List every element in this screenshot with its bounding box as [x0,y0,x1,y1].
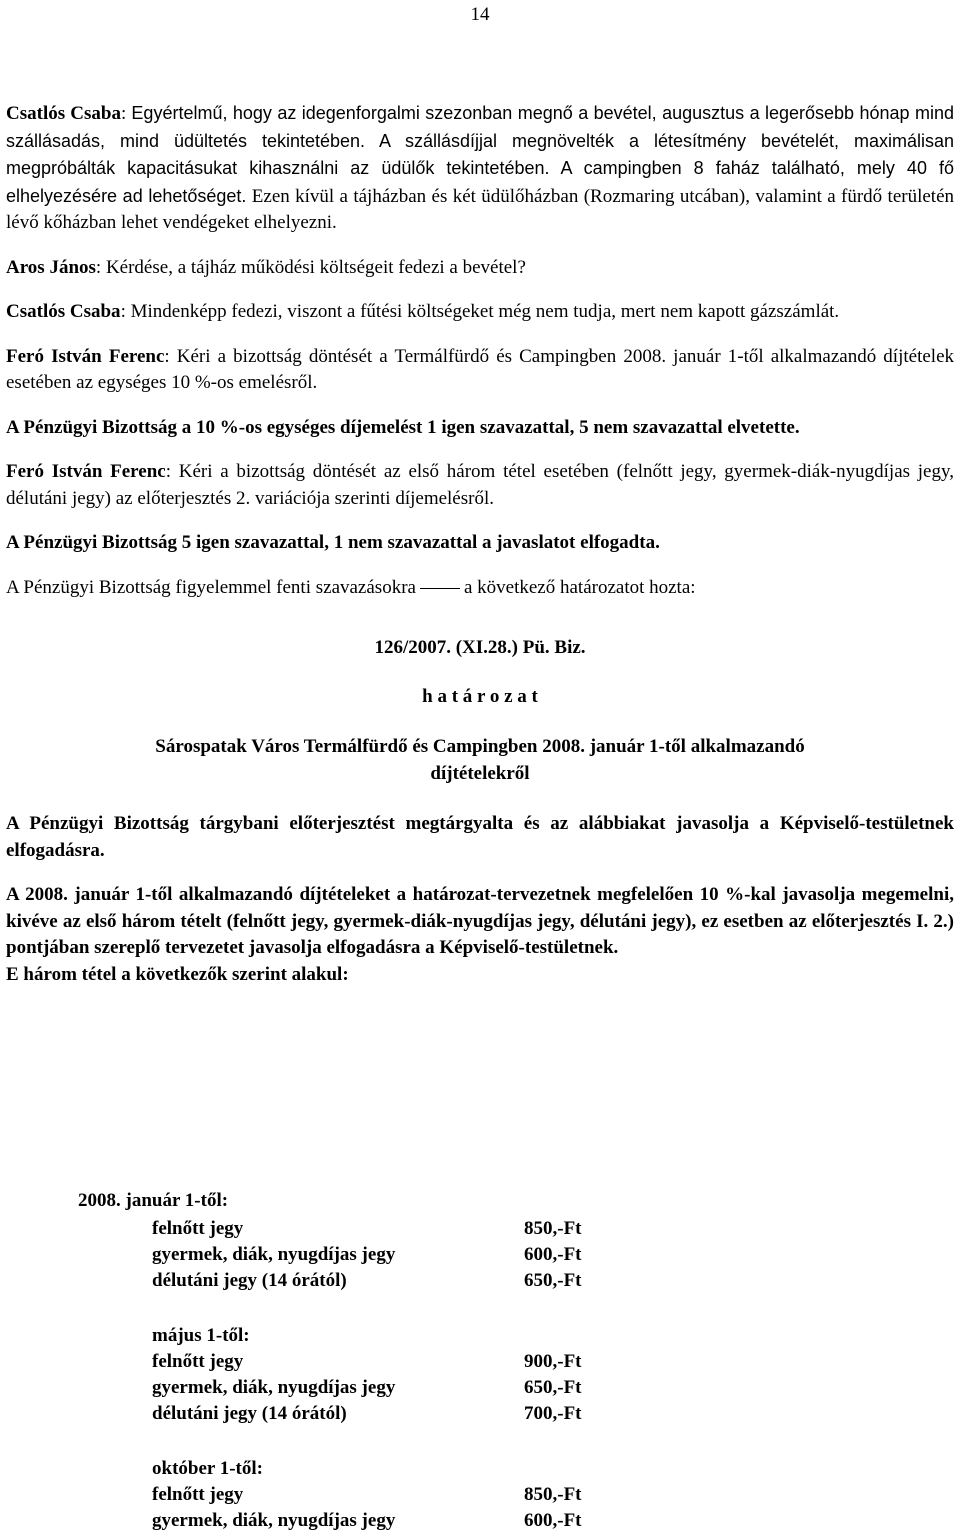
paragraph-aros: Aros János: Kérdése, a tájház működési költségeit fedezi a bevétel? [6,256,526,278]
statement-text-continued: Ezen kívül a tájházban és két üdülőházban (Rozmaring utcában), valamint a fürdő területén lévő kőházban lehet vendégeket elhelyezni. [6,185,955,233]
vote-result-2: A Pénzügyi Bizottság 5 igen szavazattal, 1 nem szavazattal a javaslatot elfogadta. [6,532,660,553]
period-heading: május 1-től: [152,1325,250,1346]
speaker-name: Csatlós Csaba [6,103,121,124]
period-heading: 2008. január 1-től: [78,1190,229,1211]
ticket-price: 900,-Ft [524,1351,582,1372]
ticket-label: felnőtt jegy [152,1218,244,1239]
ticket-price: 600,-Ft [524,1244,582,1265]
resolution-label: h a t á r o z a t [422,685,538,707]
ticket-label: délutáni jegy (14 órától) [152,1403,347,1424]
resolution-body-3: E három tétel a következők szerint alakul: [6,963,349,985]
resolution-body-1: A Pénzügyi Bizottság tárgybani előterjesztést megtárgyalta és az alábbiakat javasolja a Képviselő-testületnek elfogadásra. [6,813,954,861]
page-number: 14 [470,4,490,25]
ticket-label: gyermek, diák, nyugdíjas jegy [152,1244,396,1265]
resolution-number: 126/2007. (XI.28.) Pü. Biz. [374,637,586,658]
paragraph-fero-2: Feró István Ferenc: Kéri a bizottság döntését az első három tétel esetében (felnőtt jegy, gyermek-diák-nyugdíjas jegy, délutáni jegy) az előterjesztés 2. variációja szerinti díjemelésről. [6,461,955,509]
ticket-label: gyermek, diák, nyugdíjas jegy [152,1377,396,1398]
ticket-label: felnőtt jegy [152,1484,244,1505]
statement-text: Egyértelmű, hogy az idegenforgalmi szezonban megnő a bevétel, augusztus a legerősebb hónap mind szállásadás, mind üdültetés tekintetében. A szállásdíjjal megnövelték a létesítmény bevételét, maximálisan megpróbálták kapacitásukat kihasználni az üdülők tekintetében. A campingben 8 faház található, mely 40 fő elhelyezésére ad lehetőséget. [6,103,954,206]
speaker-name: Feró István Ferenc [6,461,166,482]
intro-text-continued: a következő határozatot hozta: [463,576,696,598]
period-heading: október 1-től: [152,1458,263,1479]
paragraph-csatlos-1: Csatlós Csaba: Egyértelmű, hogy az idegenforgalmi szezonban megnő a bevétel, augusztus a legerősebb hónap mind szállásadás, mind üdültetés tekintetében. A szállásdíjjal megnövelték a létesítmény bevételét, maximálisan megpróbálták kapacitásukat kihasználni az üdülők tekintetében. A campingben 8 faház található, mely 40 fő elhelyezésére ad lehetőséget. Ezen kívül a tájházban és két üdülőházban (Rozmaring utcában), valamint a fürdő területén lévő kőházban lehet vendégeket elhelyezni. [6,103,955,233]
intro-text: A Pénzügyi Bizottság figyelemmel fenti szavazásokra [6,576,416,598]
ticket-price: 600,-Ft [524,1510,582,1531]
paragraph-fero-1: Feró István Ferenc: Kéri a bizottság döntését a Termálfürdő és Campingben 2008. január 1-től alkalmazandó díjtételek esetében az egységes 10 %-os emelésről. [6,345,955,393]
statement-text: Kéri a bizottság döntését a Termálfürdő és Campingben 2008. január 1-től alkalmazandó díjtételek esetében az egységes 10 %-os emelésről. [6,345,955,393]
ticket-price: 700,-Ft [524,1403,582,1424]
price-row [6,1375,954,1401]
price-row [6,1268,954,1294]
ticket-price: 650,-Ft [524,1270,582,1291]
resolution-body-2: A 2008. január 1-től alkalmazandó díjtételeket a határozat-tervezetnek megfelelően 10 %-kal javasolja megemelni, kivéve az első három tételt (felnőtt jegy, gyermek-diák-nyugdíjas jegy, délutáni jegy), ez esetben az előterjesztés I. 2.) pontjában szereplő tervezetet javasolja elfogadásra a Képviselő-testületnek. [6,884,954,958]
statement-text: Kéri a bizottság döntését az első három tétel esetében (felnőtt jegy, gyermek-diák-nyugdíjas jegy, délutáni jegy) az előterjesztés 2. variációja szerinti díjemelésről. [6,461,955,509]
paragraph-csatlos-2: Csatlós Csaba: Mindenképp fedezi, viszont a fűtési költségeket még nem tudja, mert nem kapott gázszámlát. [6,301,840,322]
statement-text: Mindenképp fedezi, viszont a fűtési költségeket még nem tudja, mert nem kapott gázszámlát. [130,301,840,322]
ticket-label: délutáni jegy (14 órától) [152,1270,347,1291]
statement-text: Kérdése, a tájház működési költségeit fedezi a bevétel? [105,256,526,278]
speaker-name: Csatlós Csaba [6,301,121,322]
ticket-label: gyermek, diák, nyugdíjas jegy [152,1510,396,1531]
ticket-label: felnőtt jegy [152,1351,244,1372]
price-row [6,1216,954,1242]
resolution-title-line: díjtételekről [430,762,530,784]
ticket-price: 850,-Ft [524,1484,582,1505]
ticket-price: 850,-Ft [524,1218,582,1239]
price-row [6,1482,954,1508]
minutes-body [6,100,954,1006]
resolution-title [6,734,954,787]
price-row [6,1242,954,1268]
resolution-title-line: Sárospatak Város Termálfürdő és Campingben 2008. január 1-től alkalmazandó [155,736,805,757]
resolution-intro [6,575,954,602]
vote-result-1: A Pénzügyi Bizottság a 10 %-os egységes díjemelést 1 igen szavazattal, 5 nem szavazattal elvetette. [6,416,800,438]
price-row [6,1508,954,1534]
price-row [6,1349,954,1375]
speaker-name: Feró István Ferenc [6,345,165,367]
dash-separator [420,588,460,589]
speaker-name: Aros János [6,256,96,278]
price-row [6,1401,954,1427]
ticket-price: 650,-Ft [524,1377,582,1398]
